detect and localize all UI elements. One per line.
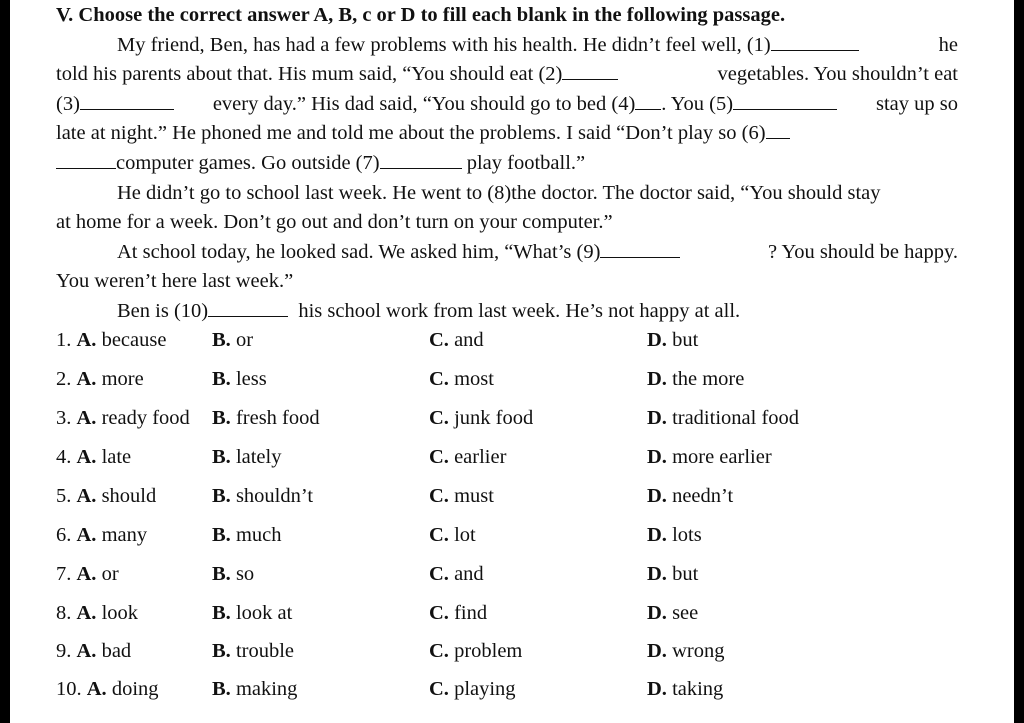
option-c[interactable] xyxy=(429,520,476,550)
option-text: because xyxy=(101,329,167,351)
option-d[interactable] xyxy=(647,364,744,394)
blank-1 xyxy=(771,32,859,51)
option-letter: B. xyxy=(212,407,231,429)
option-text: and xyxy=(454,329,484,351)
option-text: much xyxy=(235,524,282,546)
question-number: 8. xyxy=(56,602,72,624)
option-text: but xyxy=(672,563,699,585)
passage-text: his school work from last week. He’s not happy at all. xyxy=(298,300,741,322)
option-a[interactable] xyxy=(56,325,166,355)
passage-line-7: at home for a week. Don’t go out and don’t turn on your computer.” xyxy=(56,211,613,233)
question-number: 7. xyxy=(56,563,72,585)
blank-3 xyxy=(80,91,174,110)
option-row xyxy=(0,636,1024,666)
option-letter: B. xyxy=(212,329,231,351)
option-a[interactable] xyxy=(56,674,159,704)
option-c[interactable] xyxy=(429,598,487,628)
question-number: 10. xyxy=(56,678,82,700)
passage-text: ? You should be happy. xyxy=(767,241,958,263)
option-letter: A. xyxy=(76,563,97,585)
option-letter: D. xyxy=(647,602,667,624)
option-text: see xyxy=(672,602,699,624)
option-a[interactable] xyxy=(56,481,156,511)
option-row xyxy=(0,520,1024,550)
option-text: junk food xyxy=(454,407,534,429)
passage-line-1 xyxy=(117,30,958,60)
option-d[interactable] xyxy=(647,674,723,704)
option-row xyxy=(0,325,1024,355)
option-letter: D. xyxy=(647,640,667,662)
option-letter: A. xyxy=(76,640,97,662)
option-d[interactable] xyxy=(647,598,698,628)
option-text: most xyxy=(454,368,494,390)
option-a[interactable] xyxy=(56,442,131,472)
option-text: look xyxy=(101,602,139,624)
option-b[interactable] xyxy=(212,481,313,511)
option-a[interactable] xyxy=(56,559,119,589)
option-text: needn’t xyxy=(672,485,734,507)
question-number: 6. xyxy=(56,524,72,546)
option-text: so xyxy=(235,563,255,585)
option-letter: C. xyxy=(429,407,449,429)
option-text: problem xyxy=(454,640,523,662)
option-text: or xyxy=(235,329,254,351)
option-letter: B. xyxy=(212,446,231,468)
option-text: trouble xyxy=(235,640,295,662)
option-c[interactable] xyxy=(429,481,494,511)
option-letter: B. xyxy=(212,485,231,507)
passage-line-2 xyxy=(56,59,958,89)
option-letter: A. xyxy=(76,602,97,624)
option-letter: B. xyxy=(212,524,231,546)
passage-line-8 xyxy=(117,237,958,267)
option-text: taking xyxy=(672,678,724,700)
option-text: should xyxy=(101,485,157,507)
option-letter: C. xyxy=(429,563,449,585)
option-b[interactable] xyxy=(212,364,267,394)
blank-7 xyxy=(380,150,462,169)
option-row xyxy=(0,481,1024,511)
passage-text: stay up so xyxy=(876,93,958,115)
passage-line-9: You weren’t here last week.” xyxy=(56,270,294,292)
option-a[interactable] xyxy=(56,598,138,628)
option-b[interactable] xyxy=(212,674,297,704)
blank-6b xyxy=(56,150,116,169)
passage-text: At school today, he looked sad. We asked him, “What’s (9) xyxy=(117,241,601,263)
question-number: 1. xyxy=(56,329,72,351)
option-letter: D. xyxy=(647,368,667,390)
question-number: 4. xyxy=(56,446,72,468)
blank-5 xyxy=(733,91,837,110)
option-b[interactable] xyxy=(212,442,281,472)
option-text: earlier xyxy=(454,446,507,468)
passage-text: Ben is (10) xyxy=(117,300,209,322)
option-row xyxy=(0,674,1024,704)
passage-line-4 xyxy=(56,118,790,148)
option-text: the more xyxy=(672,368,745,390)
passage-text: My friend, Ben, has had a few problems with his health. He didn’t feel well, (1) xyxy=(117,34,771,56)
option-text: doing xyxy=(111,678,159,700)
option-d[interactable] xyxy=(647,325,698,355)
question-number: 2. xyxy=(56,368,72,390)
option-letter: A. xyxy=(76,524,97,546)
option-b[interactable] xyxy=(212,403,320,433)
option-d[interactable] xyxy=(647,559,698,589)
option-b[interactable] xyxy=(212,636,294,666)
option-letter: C. xyxy=(429,678,449,700)
question-number: 3. xyxy=(56,407,72,429)
option-letter: C. xyxy=(429,368,449,390)
passage-line-3 xyxy=(56,89,958,119)
option-letter: C. xyxy=(429,524,449,546)
passage-text: play football.” xyxy=(466,152,586,174)
option-text: must xyxy=(454,485,494,507)
option-b[interactable] xyxy=(212,325,253,355)
blank-2 xyxy=(562,61,618,80)
option-d[interactable] xyxy=(647,520,702,550)
exercise-heading: V. Choose the correct answer A, B, c or D to fill each blank in the following passage. xyxy=(56,4,786,26)
passage-text: every day.” His dad said, “You should go to bed (4) xyxy=(212,93,636,115)
blank-9 xyxy=(600,239,680,258)
option-text: lately xyxy=(235,446,282,468)
option-b[interactable] xyxy=(212,598,292,628)
option-row xyxy=(0,403,1024,433)
option-letter: B. xyxy=(212,678,231,700)
option-c[interactable] xyxy=(429,364,494,394)
option-a[interactable] xyxy=(56,520,147,550)
passage-text: told his parents about that. His mum said, “You should eat (2) xyxy=(56,63,563,85)
option-a[interactable] xyxy=(56,364,144,394)
option-letter: C. xyxy=(429,602,449,624)
passage-text: . You (5) xyxy=(661,93,734,115)
option-text: more earlier xyxy=(672,446,772,468)
option-c[interactable] xyxy=(429,442,506,472)
option-d[interactable] xyxy=(647,481,733,511)
option-c[interactable] xyxy=(429,403,533,433)
option-letter: C. xyxy=(429,485,449,507)
option-a[interactable] xyxy=(56,403,190,433)
passage-line-6: He didn’t go to school last week. He went to (8)the doctor. The doctor said, “You should stay xyxy=(117,182,881,204)
option-letter: B. xyxy=(212,368,231,390)
option-letter: A. xyxy=(76,407,97,429)
question-number: 5. xyxy=(56,485,72,507)
option-text: find xyxy=(454,602,488,624)
option-c[interactable] xyxy=(429,636,522,666)
option-text: but xyxy=(672,329,699,351)
blank-6a xyxy=(766,120,790,139)
option-text: lot xyxy=(454,524,476,546)
option-text: lots xyxy=(672,524,702,546)
question-number: 9. xyxy=(56,640,72,662)
option-letter: B. xyxy=(212,602,231,624)
option-text: and xyxy=(454,563,484,585)
passage-text: (3) xyxy=(56,93,80,115)
passage-text: late at night.” He phoned me and told me about the problems. I said “Don’t play so (6) xyxy=(56,122,766,144)
option-c[interactable] xyxy=(429,325,484,355)
option-text: shouldn’t xyxy=(235,485,314,507)
option-text: bad xyxy=(101,640,132,662)
passage-line-5 xyxy=(56,148,585,178)
option-c[interactable] xyxy=(429,559,484,589)
clipped-next-heading xyxy=(56,712,61,723)
option-letter: A. xyxy=(76,485,97,507)
passage-text: vegetables. You shouldn’t eat xyxy=(717,63,958,85)
passage-line-10 xyxy=(117,296,740,326)
option-text: look at xyxy=(235,602,293,624)
option-row xyxy=(0,442,1024,472)
option-d[interactable] xyxy=(647,636,724,666)
option-letter: A. xyxy=(86,678,107,700)
option-d[interactable] xyxy=(647,442,772,472)
option-text: playing xyxy=(454,678,516,700)
option-letter: D. xyxy=(647,329,667,351)
option-text: less xyxy=(235,368,267,390)
option-row xyxy=(0,598,1024,628)
option-c[interactable] xyxy=(429,674,516,704)
option-letter: B. xyxy=(212,563,231,585)
option-letter: D. xyxy=(647,407,667,429)
option-letter: D. xyxy=(647,563,667,585)
option-letter: A. xyxy=(76,368,97,390)
option-text: traditional food xyxy=(672,407,800,429)
option-text: or xyxy=(101,563,119,585)
option-text: ready food xyxy=(101,407,190,429)
option-letter: D. xyxy=(647,524,667,546)
passage-text: computer games. Go outside (7) xyxy=(116,152,380,174)
option-row xyxy=(0,559,1024,589)
option-text: fresh food xyxy=(235,407,320,429)
blank-10 xyxy=(208,298,288,317)
passage-text: he xyxy=(938,34,958,56)
option-text: more xyxy=(101,368,144,390)
option-d[interactable] xyxy=(647,403,799,433)
option-text: wrong xyxy=(672,640,725,662)
option-letter: C. xyxy=(429,446,449,468)
option-letter: D. xyxy=(647,446,667,468)
option-b[interactable] xyxy=(212,559,254,589)
option-a[interactable] xyxy=(56,636,131,666)
option-text: late xyxy=(101,446,132,468)
option-letter: A. xyxy=(76,446,97,468)
option-row xyxy=(0,364,1024,394)
option-text: many xyxy=(101,524,148,546)
option-letter: B. xyxy=(212,640,231,662)
option-letter: D. xyxy=(647,678,667,700)
option-letter: C. xyxy=(429,329,449,351)
option-b[interactable] xyxy=(212,520,281,550)
option-text: making xyxy=(235,678,298,700)
option-letter: D. xyxy=(647,485,667,507)
option-letter: A. xyxy=(76,329,97,351)
blank-4 xyxy=(635,91,661,110)
option-letter: C. xyxy=(429,640,449,662)
